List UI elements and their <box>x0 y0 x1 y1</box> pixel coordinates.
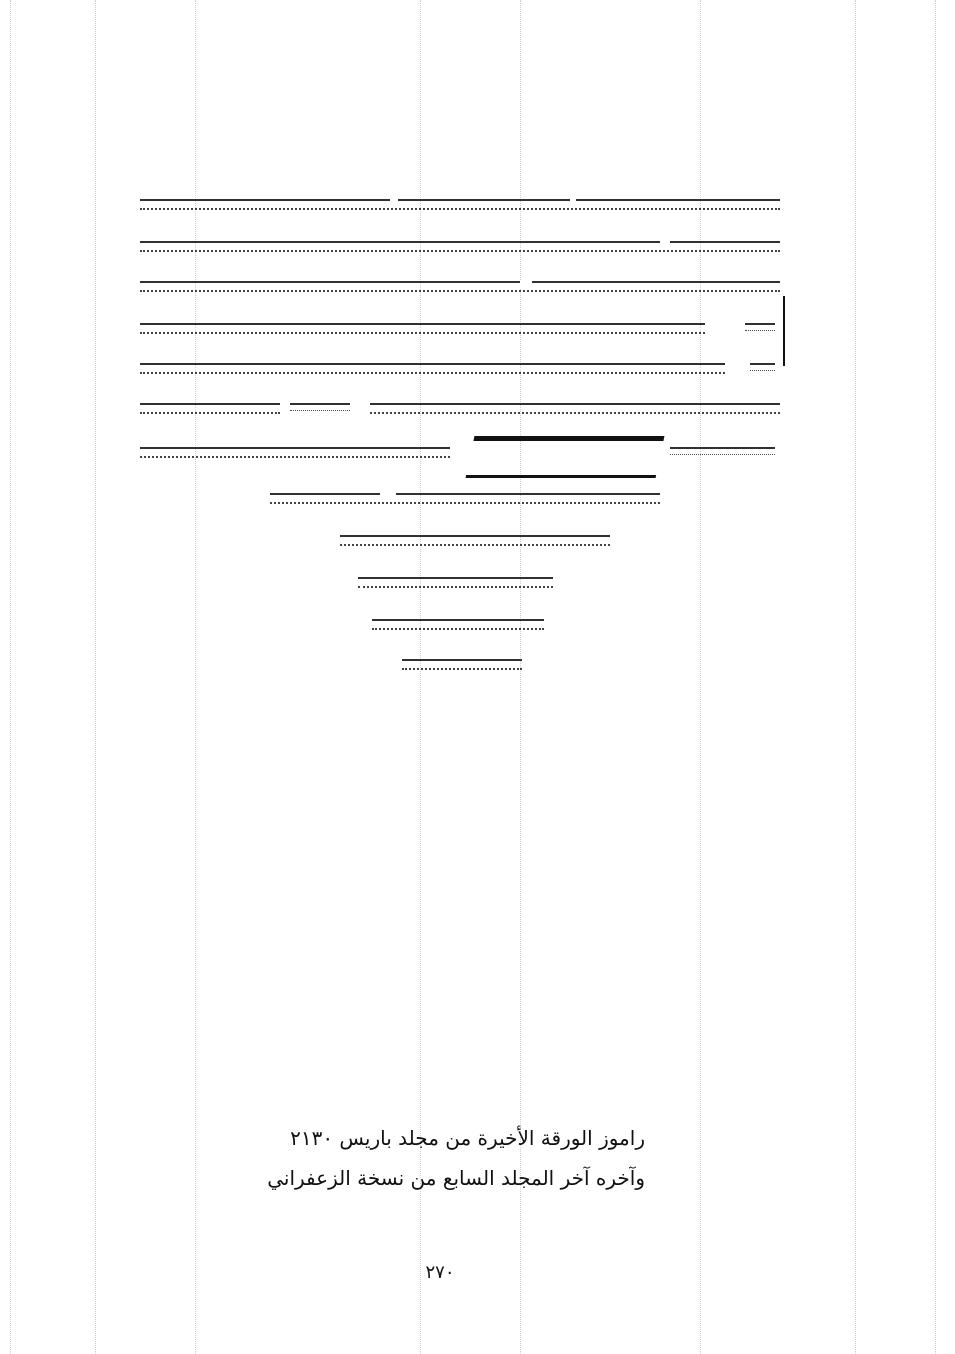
calligraphic-signature <box>466 436 665 478</box>
page-number: ٢٧٠ <box>425 1262 455 1283</box>
manuscript-line <box>140 192 780 212</box>
manuscript-line <box>140 440 780 460</box>
manuscript-line <box>140 396 780 416</box>
margin-rule <box>783 296 785 366</box>
scan-artifact <box>855 0 857 1354</box>
manuscript-line <box>140 274 780 294</box>
manuscript-line <box>372 612 544 632</box>
caption-line-1: راموز الورقة الأخيرة من مجلد باريس ٢١٣٠ <box>290 1126 645 1150</box>
facsimile-caption <box>200 1118 645 1198</box>
scan-artifact <box>95 0 97 1354</box>
caption-line-2: وآخره آخر المجلد السابع من نسخة الزعفراني <box>267 1166 645 1190</box>
manuscript-line <box>140 234 780 254</box>
scan-artifact <box>935 0 937 1354</box>
manuscript-line <box>140 356 780 376</box>
manuscript-line <box>340 528 610 548</box>
manuscript-line <box>140 316 780 336</box>
manuscript-line <box>270 486 660 506</box>
scan-artifact <box>10 0 12 1354</box>
manuscript-line <box>358 570 553 590</box>
manuscript-line <box>402 652 522 672</box>
manuscript-facsimile <box>140 178 780 678</box>
